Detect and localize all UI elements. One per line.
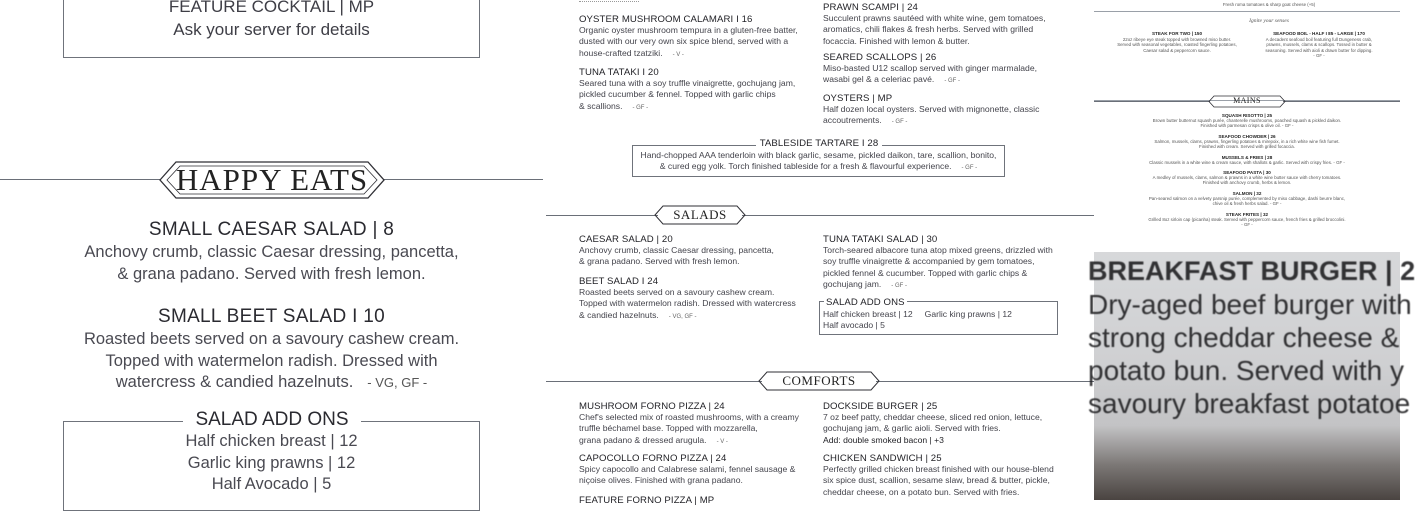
desc-line: A decadent seafood boil featuring full Dungeness crab, bbox=[1265, 37, 1373, 42]
list-item bbox=[1104, 134, 1390, 150]
diet-tag: - GF - bbox=[1313, 53, 1325, 59]
divider bbox=[1094, 11, 1400, 12]
heading-rule-right bbox=[1283, 101, 1400, 102]
desc-line: Seared tuna with a soy truffle vinaigrette, gochujang jam, bbox=[579, 78, 796, 88]
desc-line: Topped with watermelon radish. Dressed with bbox=[105, 351, 438, 370]
item-title: CAESAR SALAD | 20 bbox=[579, 234, 673, 245]
addons-title: SALAD ADD ONS bbox=[183, 409, 361, 431]
desc-line bbox=[579, 48, 814, 61]
desc-line: Succulent prawns sautéed with white wine, gem tomatoes, bbox=[823, 13, 1046, 23]
diet-tag: - GF - bbox=[1282, 123, 1294, 129]
desc-line: six spice dust, scallion, sesame slaw, bread & butter, pickle, bbox=[823, 475, 1050, 486]
desc-line: Chef's selected mix of roasted mushrooms, with a creamy bbox=[579, 412, 799, 422]
tartare-description bbox=[632, 150, 1005, 175]
desc-line: Brown butter butternut squash purée, chanterelle mushrooms, poached squash & pickled daikon. bbox=[1152, 118, 1342, 123]
desc-line: gochujang jam, & garlic aioli. Served with fries. bbox=[823, 423, 1001, 434]
item-title: SMALL CAESAR SALAD | 8 bbox=[148, 219, 395, 240]
diet-tag: - GF - bbox=[891, 283, 907, 290]
desc-line: Salmon, mussels, clams, prawns, fingerling potatoes & mirepoix, in a rich white wine fish fumet. bbox=[1154, 138, 1340, 144]
list-item bbox=[1104, 155, 1390, 165]
diet-tag: - GF - bbox=[891, 119, 908, 126]
desc-line: niçoise olives. Finished with grana padano. bbox=[579, 475, 743, 486]
diet-tag: - GF - bbox=[944, 78, 960, 85]
item-description bbox=[823, 412, 1073, 446]
desc-line: soy truffle vinaigrette & accompanied by gem tomatoes, bbox=[823, 256, 1035, 267]
desc-text: house-crafted tzatziki. bbox=[579, 47, 663, 58]
heading-rule-left bbox=[0, 179, 160, 180]
desc-line: focaccia. Finished with lemon & butter. bbox=[823, 35, 970, 46]
desc-line: Roasted beets served on a savoury cashew cream. bbox=[579, 287, 775, 297]
feature-cocktail-title: FEATURE COCKTAIL | MP bbox=[168, 0, 375, 16]
item-title: DOCKSIDE BURGER | 25 bbox=[823, 401, 938, 412]
happy-eats-heading: HAPPY EATS bbox=[175, 162, 369, 197]
desc-line: A medley of mussels, clams, salmon & prawns in a white wine butter sauce with cherry tomatoes. bbox=[1152, 175, 1342, 181]
tartare-title: TABLESIDE TARTARE I 28 bbox=[756, 138, 882, 149]
item-title: CAPOCOLLO FORNO PIZZA | 24 bbox=[579, 453, 727, 464]
item-title: FEATURE FORNO PIZZA | MP bbox=[579, 495, 715, 506]
photo-line: Dry-aged beef burger with bbox=[1088, 289, 1412, 320]
comforts-heading: COMFORTS bbox=[782, 373, 856, 388]
cropped-text-remnant bbox=[579, 0, 639, 2]
heading-rule-left bbox=[1094, 101, 1210, 102]
desc-line: Topped with watermelon radish. Dressed with watercress bbox=[579, 298, 796, 309]
desc-line: & grana padano. Served with fresh lemon. bbox=[579, 256, 740, 267]
desc-text: accoutrements. bbox=[823, 115, 882, 126]
diet-tag: - GF - bbox=[1241, 222, 1253, 228]
diet-tag: - GF - bbox=[1269, 201, 1282, 207]
desc-line: pickled fennel & cucumber. Topped with garlic chips & bbox=[823, 267, 1028, 278]
item-description bbox=[823, 245, 1073, 293]
add-on-note: Add: double smoked bacon | +3 bbox=[823, 434, 944, 445]
desc-line: 7 oz beef patty, cheddar cheese, sliced red onion, lettuce, bbox=[823, 412, 1043, 422]
addon-row bbox=[823, 309, 1055, 320]
desc-text: & candied hazelnuts. bbox=[579, 309, 659, 320]
item-title: SEAFOOD BOIL - HALF I 85 - LARGE | 170 bbox=[1273, 31, 1365, 36]
addon-item: Half chicken breast | 12 bbox=[185, 432, 358, 450]
diet-tag: - V - bbox=[716, 438, 728, 445]
item-description bbox=[0, 329, 543, 394]
desc-text: wasabi gel & a celeriac pavé. bbox=[823, 74, 935, 85]
item-title: STEAK FOR TWO | 150 bbox=[1151, 31, 1203, 36]
desc-line: Torch-seared albacore tuna atop mixed greens, drizzled with bbox=[823, 245, 1053, 255]
top-note: Fresh roma tomatoes & sharp goat cheese (+5) bbox=[1222, 2, 1316, 7]
item-description bbox=[579, 78, 814, 114]
item-title: OYSTER MUSHROOM CALAMARI I 16 bbox=[579, 14, 753, 25]
item-title: SQUASH RISOTTO | 25 bbox=[1221, 113, 1273, 118]
desc-line bbox=[823, 74, 1073, 87]
item-title: TUNA TATAKI SALAD | 30 bbox=[823, 234, 938, 245]
diet-tag: - VG, GF - bbox=[367, 375, 428, 390]
menu-scan-mains bbox=[1088, 0, 1415, 500]
desc-line: Roasted beets served on a savoury cashew cream. bbox=[83, 330, 460, 348]
item-title: CHICKEN SANDWICH | 25 bbox=[823, 453, 942, 464]
addons-list bbox=[823, 309, 1055, 332]
desc-line: 22oz ribeye eye steak topped with browned miso butter. bbox=[1122, 37, 1232, 42]
item-description bbox=[823, 464, 1083, 498]
desc-line: Organic oyster mushroom tempura in a gluten-free batter, bbox=[579, 25, 798, 35]
item-description bbox=[823, 63, 1073, 88]
desc-line bbox=[823, 279, 1073, 292]
item-description bbox=[579, 287, 819, 323]
desc-line: Anchovy crumb, classic Caesar dressing, pancetta, bbox=[84, 243, 459, 261]
list-item bbox=[1104, 113, 1390, 129]
desc-line: pickled cucumber & fennel. Topped with garlic chips bbox=[579, 89, 776, 100]
item-title: MUSSELS & FRIES | 28 bbox=[1221, 154, 1273, 160]
menu-photo-happy-eats bbox=[0, 0, 543, 500]
photo-line: potato bun. Served with y bbox=[1088, 355, 1404, 386]
desc-text: grana padano & dressed arugula. bbox=[579, 434, 707, 445]
desc-line bbox=[1104, 123, 1390, 128]
breakfast-burger-photo bbox=[1088, 252, 1415, 500]
item-description bbox=[823, 13, 1073, 47]
desc-text: & scallions. bbox=[579, 100, 623, 111]
desc-text: chive oil & fresh herbs salad. bbox=[1212, 201, 1269, 207]
addon-item: Half avocado | 5 bbox=[823, 320, 885, 331]
desc-line: Spicy capocollo and Calabrese salami, fennel sausage & bbox=[579, 464, 796, 474]
item-description bbox=[579, 245, 814, 268]
desc-line: cheddar cheese, on a potato bun. Served with fries. bbox=[823, 486, 1020, 497]
desc-line: seasoning. Served with aioli & drawn butter for dipping. bbox=[1265, 47, 1373, 53]
item-title: TUNA TATAKI I 20 bbox=[579, 67, 659, 78]
desc-text: Finished with parmesan crisps & olive oil. bbox=[1200, 123, 1281, 129]
item-description bbox=[823, 104, 1073, 129]
desc-text: Classic mussels in a white wine & cream sauce, with shallots & garlic. Served with crispy fries. bbox=[1149, 159, 1333, 165]
heading-rule-right bbox=[742, 215, 1094, 216]
item-title: PRAWN SCAMPI | 24 bbox=[823, 2, 918, 13]
desc-line bbox=[579, 310, 819, 323]
mains-list bbox=[1104, 113, 1390, 227]
addon-item: Half Avocado | 5 bbox=[211, 475, 332, 493]
menu-scan-main bbox=[546, 0, 1094, 506]
desc-line: prawns, mussels, clams & scallops. Tossed in butter & bbox=[1266, 42, 1372, 48]
desc-line bbox=[1104, 201, 1390, 206]
desc-line: & grana padano. Served with fresh lemon. bbox=[117, 264, 426, 283]
desc-line bbox=[0, 372, 543, 394]
desc-line: Finished with anchovy crumb, herbs & lemon. bbox=[1202, 180, 1292, 186]
desc-line: Grilled 8oz sirloin cap (picanha) steak. Served with peppercorn sauce, french fries & grilled broccolini. bbox=[1148, 216, 1346, 222]
heading-rule-left bbox=[546, 381, 762, 382]
mains-heading: MAINS bbox=[1233, 96, 1261, 105]
item-title: OYSTERS | MP bbox=[823, 93, 893, 104]
list-item bbox=[1104, 191, 1390, 207]
addon-item: Garlic king prawns | 12 bbox=[187, 453, 356, 472]
desc-text: watercress & candied hazelnuts. bbox=[115, 373, 354, 391]
salads-heading: SALADS bbox=[673, 207, 727, 222]
desc-line: Hand-chopped AAA tenderloin with black garlic, sesame, pickled daikon, tare, scallion, bonito, bbox=[640, 150, 997, 160]
heading-rule-right bbox=[876, 381, 1094, 382]
desc-line: aromatics, chili flakes & fresh herbs. Served with grilled bbox=[823, 24, 1034, 35]
item-title: SEAFOOD CHOWDER | 26 bbox=[1218, 133, 1276, 139]
diet-tag: - VG, GF - bbox=[668, 313, 697, 320]
item-description bbox=[0, 242, 543, 285]
desc-line bbox=[579, 435, 819, 448]
photo-line: strong cheddar cheese & bbox=[1088, 322, 1400, 353]
desc-line: Caesar salad & peppercorn sauce. bbox=[1143, 47, 1211, 53]
desc-line: Half dozen local oysters. Served with mignonette, classic bbox=[823, 104, 1040, 114]
feature-cocktail-sub: Ask your server for details bbox=[173, 20, 370, 39]
item-title: SMALL BEET SALAD I 10 bbox=[157, 306, 386, 327]
desc-line bbox=[823, 115, 1073, 128]
item-description bbox=[1244, 37, 1394, 59]
desc-text: & cured egg yolk. Torch finished tableside for a fresh & flavourful experience. bbox=[659, 161, 952, 172]
item-title: SALMON | 32 bbox=[1232, 190, 1262, 196]
desc-line: Pan-seared salmon on a velvety parsnip purée, complemented by miso cabbage, dashi beurre blanc, bbox=[1148, 195, 1346, 201]
desc-line bbox=[632, 161, 1005, 174]
diet-tag: - GF - bbox=[961, 165, 978, 172]
desc-line bbox=[1104, 160, 1390, 165]
list-item bbox=[1104, 212, 1390, 228]
desc-line: Served with seasonal vegetables, roasted fingerling potatoes, bbox=[1117, 42, 1237, 48]
ignite-caption: Ignite your senses bbox=[1249, 18, 1289, 24]
item-title: STEAK FRITES | 32 bbox=[1225, 211, 1269, 217]
item-title: MUSHROOM FORNO PIZZA | 24 bbox=[579, 401, 725, 412]
desc-line: Miso-basted U12 scallop served with ginger marmalade, bbox=[823, 63, 1037, 73]
heading-rule-right bbox=[384, 179, 543, 180]
desc-line: Anchovy crumb, classic Caesar dressing, pancetta, bbox=[579, 245, 774, 255]
desc-line: Perfectly grilled chicken breast finished with our house-blend bbox=[823, 464, 1054, 474]
photo-title: BREAKFAST BURGER | 2 bbox=[1088, 256, 1415, 286]
addon-item: Garlic king prawns | 12 bbox=[924, 309, 1012, 319]
item-description bbox=[579, 464, 819, 487]
diet-tag: - V - bbox=[672, 51, 684, 58]
addons-list bbox=[63, 431, 480, 496]
item-description bbox=[579, 412, 819, 448]
heading-rule-left bbox=[546, 215, 658, 216]
item-description bbox=[579, 25, 814, 61]
list-item bbox=[1104, 170, 1390, 186]
item-description bbox=[1102, 37, 1252, 53]
desc-line: Finished with cream. Served with grilled focaccia. bbox=[1199, 144, 1295, 150]
desc-line bbox=[579, 101, 814, 114]
diet-tag: - GF - bbox=[1333, 159, 1345, 165]
photo-line: savoury breakfast potatoe bbox=[1088, 388, 1411, 419]
diet-tag: - GF - bbox=[632, 104, 649, 111]
addons-title: SALAD ADD ONS bbox=[826, 297, 905, 308]
item-title: SEARED SCALLOPS | 26 bbox=[823, 52, 937, 63]
item-title: BEET SALAD I 24 bbox=[579, 276, 659, 287]
item-title: SEAFOOD PASTA | 30 bbox=[1223, 170, 1271, 176]
addon-item: Half chicken breast | 12 bbox=[823, 309, 913, 319]
desc-line: dusted with our very own six spice blend, served with a bbox=[579, 36, 789, 47]
desc-line: truffle béchamel base. Topped with mozzarella, bbox=[579, 423, 758, 434]
desc-text: gochujang jam. bbox=[823, 279, 882, 290]
